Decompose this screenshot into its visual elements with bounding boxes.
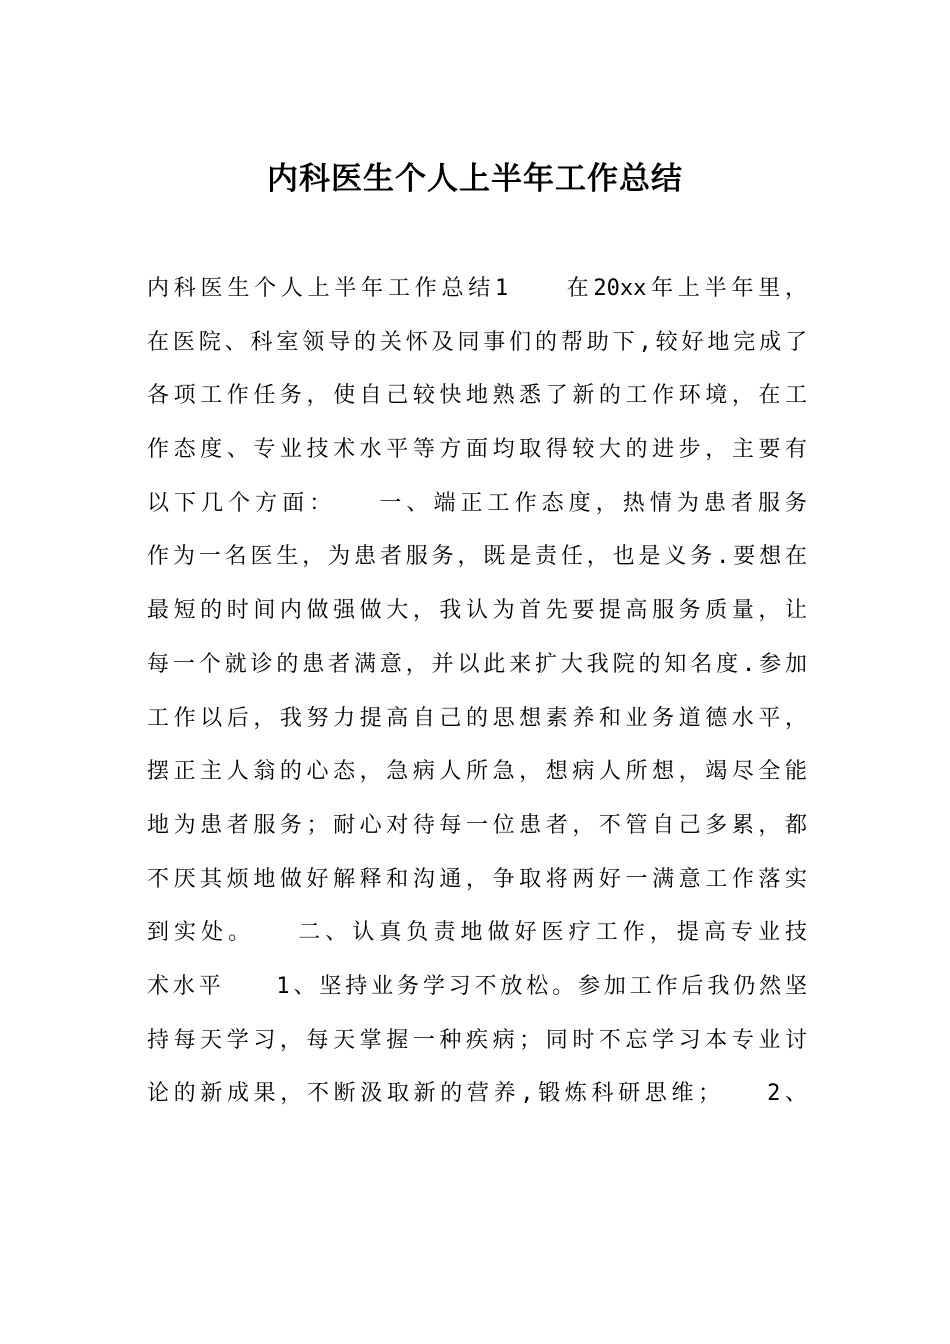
body-line: 以下几个方面： 一、端正工作态度，热情为患者服务 [147, 490, 807, 516]
body-line: 各项工作任务，使自己较快地熟悉了新的工作环境，在工 [147, 383, 807, 409]
body-line: 最短的时间内做强做大，我认为首先要提高服务质量，让 [147, 598, 807, 624]
document-body [147, 262, 807, 1121]
body-line: 在医院、科室领导的关怀及同事们的帮助下,较好地完成了 [147, 329, 807, 355]
body-line: 地为患者服务；耐心对待每一位患者，不管自己多累，都 [147, 812, 807, 838]
body-line: 作态度、专业技术水平等方面均取得较大的进步，主要有 [147, 437, 807, 463]
body-line: 术水平 1、坚持业务学习不放松。参加工作后我仍然坚 [147, 973, 807, 999]
body-line: 不厌其烦地做好解释和沟通，争取将两好一满意工作落实 [147, 866, 807, 892]
body-line: 摆正主人翁的心态，急病人所急，想病人所想，竭尽全能 [147, 759, 807, 785]
body-line: 论的新成果，不断汲取新的营养,锻炼科研思维； 2、 [147, 1081, 807, 1107]
body-line: 持每天学习，每天掌握一种疾病；同时不忘学习本专业讨 [147, 1027, 807, 1053]
body-line: 到实处。 二、认真负责地做好医疗工作，提高专业技 [147, 920, 807, 946]
body-line: 工作以后，我努力提高自己的思想素养和业务道德水平， [147, 705, 807, 731]
document-title: 内科医生个人上半年工作总结 [267, 161, 683, 197]
body-line: 每一个就诊的患者满意，并以此来扩大我院的知名度.参加 [147, 651, 807, 677]
body-line: 作为一名医生，为患者服务，既是责任，也是义务.要想在 [147, 544, 807, 570]
body-line: 内科医生个人上半年工作总结1 在20xx年上半年里， [147, 276, 807, 301]
